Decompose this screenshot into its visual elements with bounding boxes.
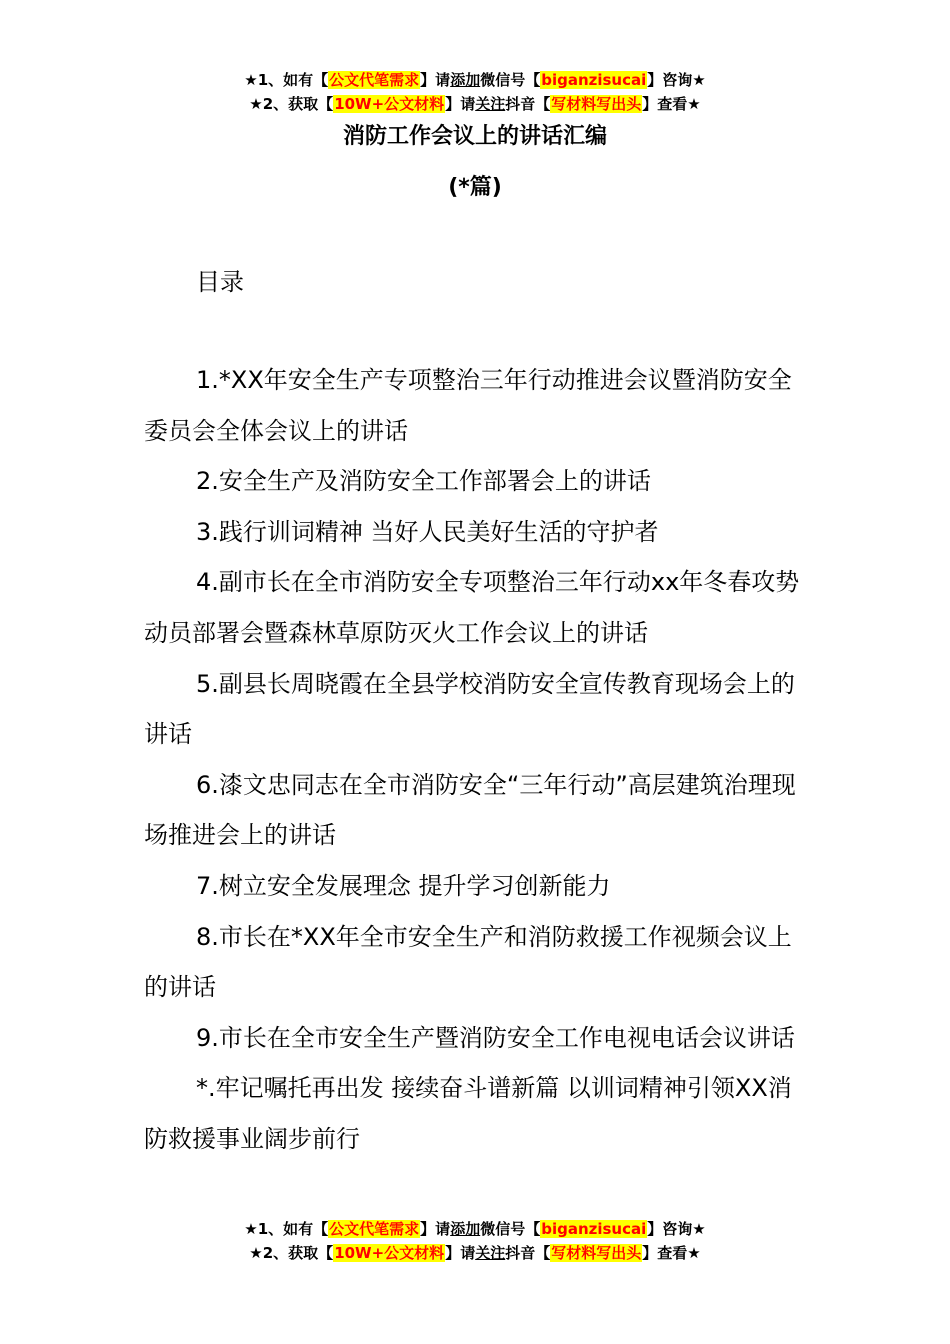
promo-wechat-id: biganzisucai [541, 71, 647, 89]
promo-text: 抖音【 [505, 1244, 551, 1262]
toc-item-6: 6.漆文忠同志在全市消防安全“三年行动”高层建筑治理现场推进会上的讲话 [144, 770, 796, 850]
promo-banner-bottom [0, 1217, 950, 1265]
promo-text: 】查看★ [642, 95, 701, 113]
promo-text: 】请 [445, 95, 476, 113]
toc-item-4: 4.副市长在全市消防安全专项整治三年行动xx年冬春攻势动员部署会暨森林草原防灭火工作会议上的讲话 [144, 568, 800, 647]
promo-highlight: 10W+公文材料 [334, 1244, 445, 1262]
promo-line-2 [0, 92, 950, 116]
toc-item-1: 1.*XX年安全生产专项整治三年行动推进会议暨消防安全委员会全体会议上的讲话 [144, 366, 792, 445]
promo-underline: 添加 [450, 1220, 481, 1238]
promo-line-2 [0, 1241, 950, 1265]
promo-text: 】查看★ [642, 1244, 701, 1262]
table-of-contents [144, 355, 812, 1165]
toc-item-9: 9.市长在全市安全生产暨消防安全工作电视电话会议讲话 [196, 1023, 795, 1052]
promo-text: ★2、获取【 [249, 1244, 334, 1262]
promo-highlight: 公文代笔需求 [329, 71, 420, 89]
promo-wechat-id: biganzisucai [541, 1220, 647, 1238]
promo-text: 】咨询★ [647, 1220, 706, 1238]
promo-highlight: 10W+公文材料 [334, 95, 445, 113]
promo-douyin-id: 写材料写出头 [551, 1244, 642, 1262]
promo-text: ★2、获取【 [249, 95, 334, 113]
promo-highlight: 公文代笔需求 [329, 1220, 420, 1238]
toc-item-7: 7.树立安全发展理念 提升学习创新能力 [196, 871, 611, 900]
toc-item-2: 2.安全生产及消防安全工作部署会上的讲话 [196, 467, 651, 496]
promo-banner-top [0, 68, 950, 116]
document-subtitle: (*篇) [448, 175, 502, 200]
promo-douyin-id: 写材料写出头 [551, 95, 642, 113]
document-title: 消防工作会议上的讲话汇编 [342, 124, 607, 149]
toc-heading: 目录 [196, 268, 244, 296]
toc-item-5: 5.副县长周晓霞在全县学校消防安全宣传教育现场会上的讲话 [144, 669, 795, 749]
promo-text: 微信号【 [480, 1220, 541, 1238]
toc-item-3: 3.践行训词精神 当好人民美好生活的守护者 [196, 517, 659, 546]
promo-underline: 添加 [450, 71, 481, 89]
promo-text: 】请 [420, 71, 451, 89]
promo-line-1 [0, 68, 950, 92]
promo-text: ★1、如有【 [244, 1220, 329, 1238]
toc-item-10: *.牢记嘱托再出发 接续奋斗谱新篇 以训词精神引领XX消防救援事业阔步前行 [144, 1074, 792, 1153]
promo-line-1 [0, 1217, 950, 1241]
promo-text: 】请 [420, 1220, 451, 1238]
promo-text: ★1、如有【 [244, 71, 329, 89]
promo-text: 】咨询★ [647, 71, 706, 89]
promo-underline: 关注 [475, 1244, 506, 1262]
promo-text: 】请 [445, 1244, 476, 1262]
promo-text: 抖音【 [505, 95, 551, 113]
promo-text: 微信号【 [480, 71, 541, 89]
promo-underline: 关注 [475, 95, 506, 113]
toc-item-8: 8.市长在*XX年全市安全生产和消防救援工作视频会议上的讲话 [144, 922, 792, 1002]
